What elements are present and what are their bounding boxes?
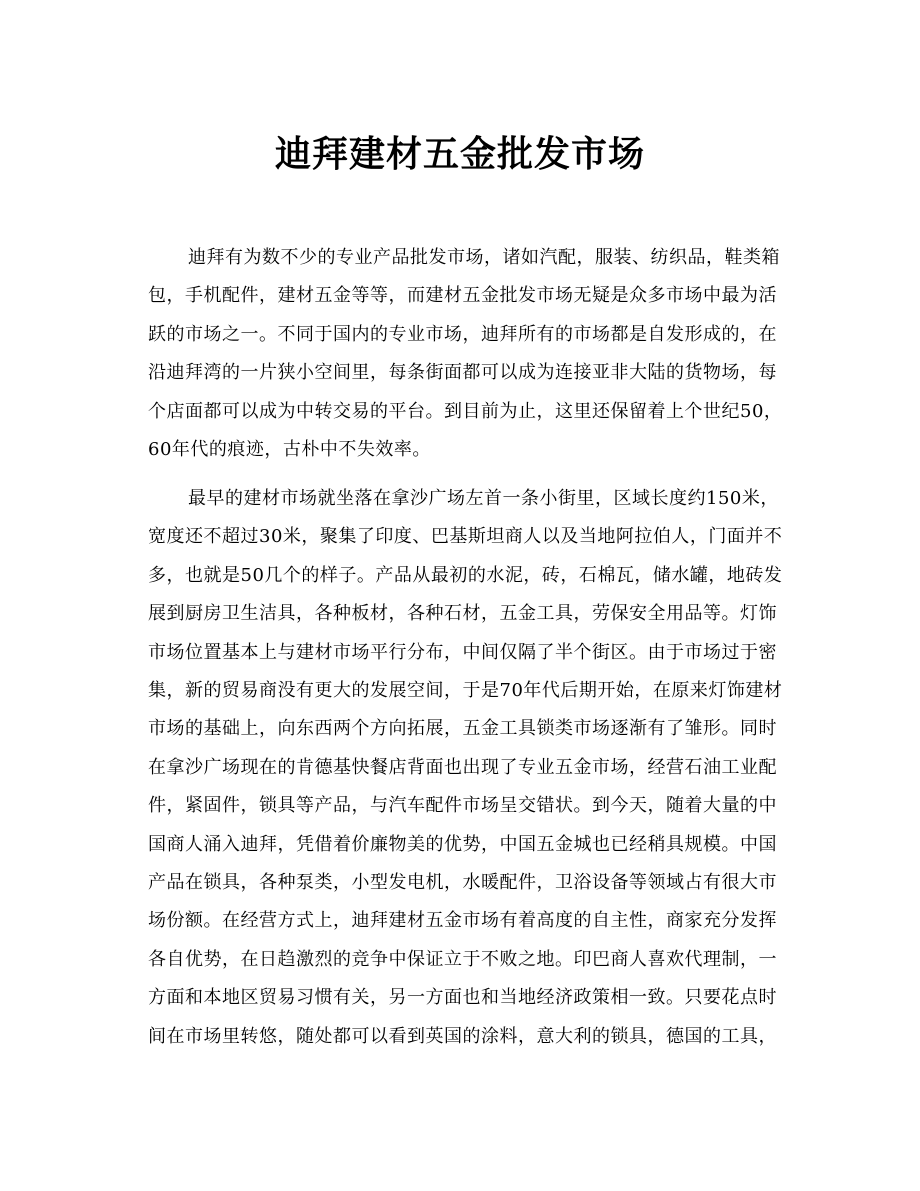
paragraph-2-line: 展到厨房卫生洁具，各种板材，各种石材，五金工具，劳保安全用品等。灯饰 (148, 603, 777, 625)
document-title: 迪拜建材五金批发市场 (274, 133, 645, 176)
paragraph-2-line: 件，紧固件，锁具等产品，与汽车配件市场呈交错状。到今天，随着大量的中 (148, 795, 777, 817)
paragraph-2-line: 宽度还不超过30米，聚集了印度、巴基斯坦商人以及当地阿拉伯人，门面并不 (148, 526, 783, 548)
paragraph-1 (148, 239, 783, 469)
paragraph-2-line: 市场的基础上，向东西两个方向拓展，五金工具锁类市场逐渐有了雏形。同时 (148, 718, 777, 740)
paragraph-2 (148, 480, 783, 1056)
paragraph-1-line: 跃的市场之一。不同于国内的专业市场，迪拜所有的市场都是自发形成的，在 (148, 323, 777, 345)
paragraph-2-line: 场份额。在经营方式上，迪拜建材五金市场有着高度的自主性，商家充分发挥 (148, 910, 777, 932)
paragraph-1-line: 个店面都可以成为中转交易的平台。到目前为止，这里还保留着上个世纪50， (148, 400, 783, 422)
paragraph-1-line: 沿迪拜湾的一片狭小空间里，每条街面都可以成为连接亚非大陆的货物场，每 (148, 362, 777, 384)
paragraph-1-line: 包，手机配件，建材五金等等，而建材五金批发市场无疑是众多市场中最为活 (148, 285, 777, 307)
paragraph-1-line: 60年代的痕迹，古朴中不失效率。 (148, 439, 431, 461)
paragraph-2-line: 市场位置基本上与建材市场平行分布，中间仅隔了半个街区。由于市场过于密 (148, 641, 777, 663)
paragraph-2-line: 方面和本地区贸易习惯有关，另一方面也和当地经济政策相一致。只要花点时 (148, 987, 777, 1009)
paragraph-2-line: 间在市场里转悠，随处都可以看到英国的涂料，意大利的锁具，德国的工具， (148, 1025, 777, 1047)
paragraph-1-line: 迪拜有为数不少的专业产品批发市场，诸如汽配，服装、纺织品，鞋类箱 (188, 247, 780, 268)
paragraph-2-line: 集，新的贸易商没有更大的发展空间，于是70年代后期开始，在原来灯饰建材 (148, 680, 783, 702)
paragraph-2-line: 国商人涌入迪拜，凭借着价廉物美的优势，中国五金城也已经稍具规模。中国 (148, 833, 777, 855)
paragraph-2-line: 最早的建材市场就坐落在拿沙广场左首一条小街里，区域长度约150米， (188, 488, 779, 509)
paragraph-2-line: 在拿沙广场现在的肯德基快餐店背面也出现了专业五金市场，经营石油工业配 (148, 756, 777, 778)
paragraph-2-line: 产品在锁具，各种泵类，小型发电机，水暖配件，卫浴设备等领域占有很大市 (148, 872, 777, 894)
paragraph-2-line: 多，也就是50几个的样子。产品从最初的水泥，砖，石棉瓦，储水罐，地砖发 (148, 564, 783, 586)
paragraph-2-line: 各自优势，在日趋激烈的竞争中保证立于不败之地。印巴商人喜欢代理制，一 (148, 948, 777, 970)
